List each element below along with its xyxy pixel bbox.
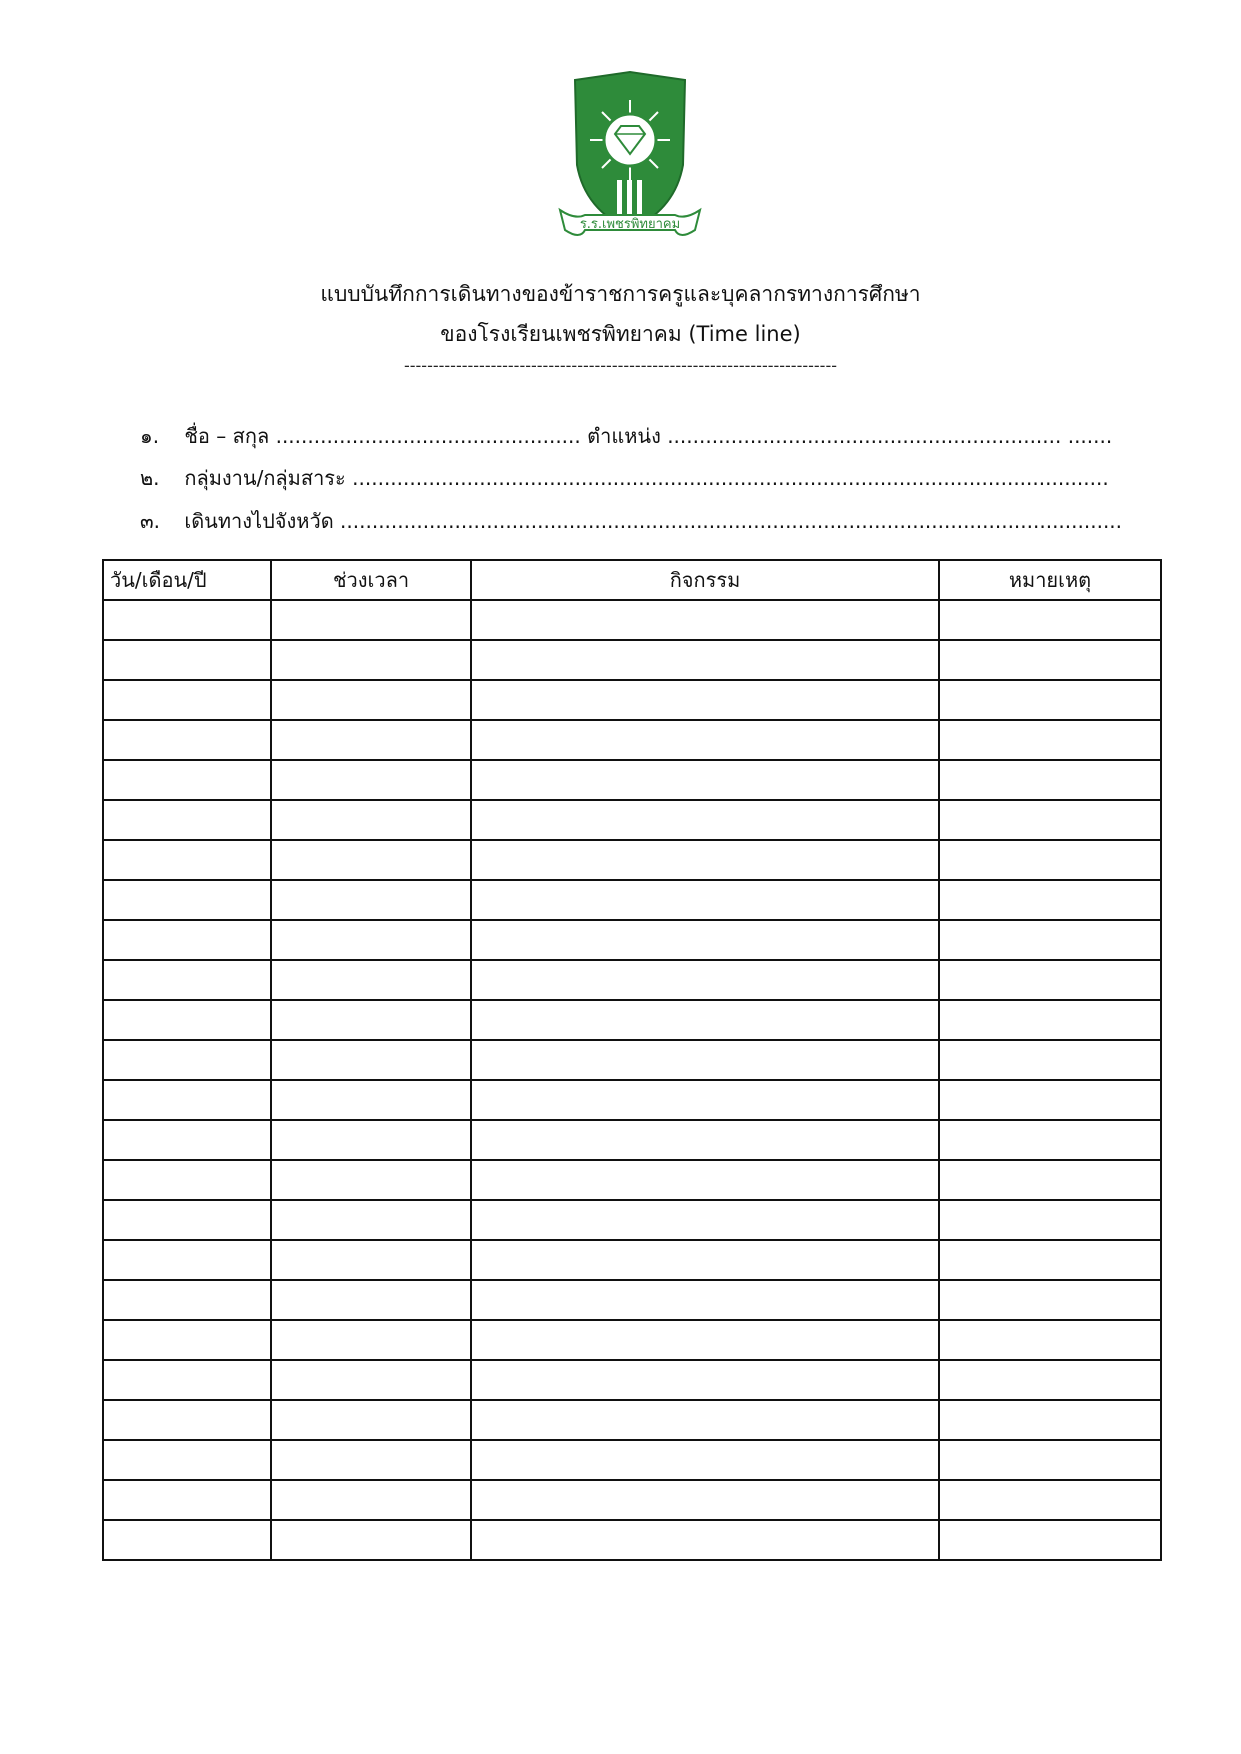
table-cell[interactable] bbox=[471, 1480, 939, 1520]
table-cell[interactable] bbox=[471, 1440, 939, 1480]
table-cell[interactable] bbox=[103, 800, 271, 840]
table-cell[interactable] bbox=[939, 1440, 1161, 1480]
table-cell[interactable] bbox=[471, 880, 939, 920]
table-cell[interactable] bbox=[471, 1360, 939, 1400]
table-cell[interactable] bbox=[271, 1400, 471, 1440]
table-cell[interactable] bbox=[103, 960, 271, 1000]
table-cell[interactable] bbox=[271, 880, 471, 920]
table-cell[interactable] bbox=[939, 680, 1161, 720]
table-cell[interactable] bbox=[271, 1520, 471, 1560]
table-row bbox=[103, 1440, 1161, 1480]
fill-line[interactable]: ................................................ bbox=[275, 424, 581, 448]
field-number: ๓. bbox=[140, 509, 161, 533]
table-cell[interactable] bbox=[103, 1240, 271, 1280]
table-row bbox=[103, 1320, 1161, 1360]
header-time: ช่วงเวลา bbox=[271, 560, 471, 600]
table-cell[interactable] bbox=[271, 600, 471, 640]
table-cell[interactable] bbox=[471, 1160, 939, 1200]
field-label: กลุ่มงาน/กลุ่มสาระ bbox=[184, 466, 346, 490]
table-row bbox=[103, 800, 1161, 840]
table-cell[interactable] bbox=[271, 1320, 471, 1360]
school-crest-logo bbox=[555, 70, 705, 245]
title-separator: --------------------------------------------------------------------------- bbox=[403, 356, 837, 375]
table-cell[interactable] bbox=[939, 760, 1161, 800]
table-cell[interactable] bbox=[103, 1400, 271, 1440]
table-cell[interactable] bbox=[103, 1480, 271, 1520]
table-cell[interactable] bbox=[271, 1080, 471, 1120]
table-cell[interactable] bbox=[471, 1520, 939, 1560]
table-row bbox=[103, 1360, 1161, 1400]
table-cell[interactable] bbox=[271, 1200, 471, 1240]
field-label-position: ตำแหน่ง bbox=[587, 424, 661, 448]
table-row bbox=[103, 1200, 1161, 1240]
table-cell[interactable] bbox=[471, 760, 939, 800]
table-cell[interactable] bbox=[103, 880, 271, 920]
table-cell[interactable] bbox=[103, 1120, 271, 1160]
table-cell[interactable] bbox=[471, 1040, 939, 1080]
table-cell[interactable] bbox=[939, 960, 1161, 1000]
table-row bbox=[103, 760, 1161, 800]
table-cell[interactable] bbox=[271, 800, 471, 840]
table-cell[interactable] bbox=[471, 1400, 939, 1440]
table-row bbox=[103, 1400, 1161, 1440]
table-row bbox=[103, 680, 1161, 720]
table-cell[interactable] bbox=[103, 1080, 271, 1120]
fill-line[interactable]: .............................................................. ....... bbox=[667, 424, 1113, 448]
table-cell[interactable] bbox=[103, 1440, 271, 1480]
table-row bbox=[103, 1520, 1161, 1560]
table-row bbox=[103, 1080, 1161, 1120]
table-cell[interactable] bbox=[103, 720, 271, 760]
table-cell[interactable] bbox=[939, 800, 1161, 840]
table-header-row bbox=[103, 560, 1161, 600]
table-cell[interactable] bbox=[939, 1080, 1161, 1120]
form-title-line1: แบบบันทึกการเดินทางของข้าราชการครูและบุคลากรทางการศึกษา bbox=[320, 282, 921, 306]
table-cell[interactable] bbox=[939, 1320, 1161, 1360]
table-cell[interactable] bbox=[939, 1040, 1161, 1080]
table-row bbox=[103, 1120, 1161, 1160]
table-row bbox=[103, 920, 1161, 960]
table-cell[interactable] bbox=[471, 1120, 939, 1160]
header-activity: กิจกรรม bbox=[471, 560, 939, 600]
table-row bbox=[103, 720, 1161, 760]
table-cell[interactable] bbox=[471, 640, 939, 680]
table-cell[interactable] bbox=[471, 1200, 939, 1240]
table-cell[interactable] bbox=[939, 920, 1161, 960]
fill-line[interactable]: ........................................................................................................................... bbox=[340, 509, 1123, 533]
table-cell[interactable] bbox=[271, 760, 471, 800]
table-cell[interactable] bbox=[939, 1480, 1161, 1520]
table-cell[interactable] bbox=[939, 1120, 1161, 1160]
table-cell[interactable] bbox=[271, 1160, 471, 1200]
table-cell[interactable] bbox=[939, 880, 1161, 920]
table-cell[interactable] bbox=[271, 1240, 471, 1280]
table-cell[interactable] bbox=[939, 600, 1161, 640]
table-cell[interactable] bbox=[471, 1080, 939, 1120]
table-cell[interactable] bbox=[939, 1160, 1161, 1200]
table-row bbox=[103, 1000, 1161, 1040]
table-cell[interactable] bbox=[471, 1000, 939, 1040]
table-cell[interactable] bbox=[939, 1200, 1161, 1240]
table-cell[interactable] bbox=[103, 1320, 271, 1360]
table-cell[interactable] bbox=[939, 1360, 1161, 1400]
table-cell[interactable] bbox=[471, 720, 939, 760]
table-cell[interactable] bbox=[103, 1000, 271, 1040]
table-cell[interactable] bbox=[471, 600, 939, 640]
table-cell[interactable] bbox=[271, 840, 471, 880]
table-cell[interactable] bbox=[271, 640, 471, 680]
table-cell[interactable] bbox=[939, 840, 1161, 880]
table-row bbox=[103, 1240, 1161, 1280]
table-cell[interactable] bbox=[939, 1280, 1161, 1320]
table-row bbox=[103, 880, 1161, 920]
crest-banner-text: ร.ร.เพชรพิทยาคม bbox=[579, 217, 681, 232]
table-cell[interactable] bbox=[271, 1120, 471, 1160]
table-cell[interactable] bbox=[103, 840, 271, 880]
table-row bbox=[103, 960, 1161, 1000]
field-number: ๒. bbox=[140, 466, 160, 490]
table-row bbox=[103, 640, 1161, 680]
table-cell[interactable] bbox=[103, 1360, 271, 1400]
table-cell[interactable] bbox=[271, 1480, 471, 1520]
table-row bbox=[103, 1040, 1161, 1080]
table-cell[interactable] bbox=[271, 1280, 471, 1320]
table-cell[interactable] bbox=[271, 1040, 471, 1080]
table-cell[interactable] bbox=[471, 680, 939, 720]
field-province[interactable] bbox=[140, 505, 1123, 537]
table-cell[interactable] bbox=[471, 1280, 939, 1320]
table-cell[interactable] bbox=[271, 1360, 471, 1400]
table-cell[interactable] bbox=[103, 920, 271, 960]
form-title-line2: ของโรงเรียนเพชรพิทยาคม (Time line) bbox=[440, 322, 801, 346]
header-date: วัน/เดือน/ปี bbox=[103, 560, 271, 600]
table-cell[interactable] bbox=[471, 1240, 939, 1280]
table-cell[interactable] bbox=[271, 920, 471, 960]
table-row bbox=[103, 600, 1161, 640]
table-cell[interactable] bbox=[271, 960, 471, 1000]
table-cell[interactable] bbox=[939, 1520, 1161, 1560]
field-label: ชื่อ – สกุล bbox=[184, 424, 270, 448]
table-row bbox=[103, 1480, 1161, 1520]
table-cell[interactable] bbox=[939, 640, 1161, 680]
table-cell[interactable] bbox=[271, 680, 471, 720]
table-cell[interactable] bbox=[939, 1400, 1161, 1440]
table-cell[interactable] bbox=[939, 1000, 1161, 1040]
table-cell[interactable] bbox=[471, 800, 939, 840]
header-remarks: หมายเหตุ bbox=[939, 560, 1161, 600]
field-work-group[interactable] bbox=[140, 462, 1109, 494]
table-cell[interactable] bbox=[103, 640, 271, 680]
field-number: ๑. bbox=[140, 424, 160, 448]
table-row bbox=[103, 1280, 1161, 1320]
table-cell[interactable] bbox=[103, 1040, 271, 1080]
table-cell[interactable] bbox=[939, 1240, 1161, 1280]
table-cell[interactable] bbox=[471, 840, 939, 880]
fill-line[interactable]: ....................................................................................................................... bbox=[352, 466, 1109, 490]
table-cell[interactable] bbox=[103, 680, 271, 720]
table-cell[interactable] bbox=[471, 960, 939, 1000]
table-cell[interactable] bbox=[271, 1000, 471, 1040]
travel-log-table bbox=[102, 559, 1162, 1561]
table-cell[interactable] bbox=[271, 1440, 471, 1480]
table-cell[interactable] bbox=[939, 720, 1161, 760]
field-label: เดินทางไปจังหวัด bbox=[184, 509, 334, 533]
table-row bbox=[103, 1160, 1161, 1200]
table-cell[interactable] bbox=[103, 600, 271, 640]
table-cell[interactable] bbox=[471, 1320, 939, 1360]
table-cell[interactable] bbox=[103, 1280, 271, 1320]
table-cell[interactable] bbox=[271, 720, 471, 760]
table-cell[interactable] bbox=[103, 1520, 271, 1560]
field-name[interactable] bbox=[140, 420, 1113, 452]
table-cell[interactable] bbox=[471, 920, 939, 960]
table-cell[interactable] bbox=[103, 1200, 271, 1240]
table-cell[interactable] bbox=[103, 1160, 271, 1200]
table-row bbox=[103, 840, 1161, 880]
table-cell[interactable] bbox=[103, 760, 271, 800]
